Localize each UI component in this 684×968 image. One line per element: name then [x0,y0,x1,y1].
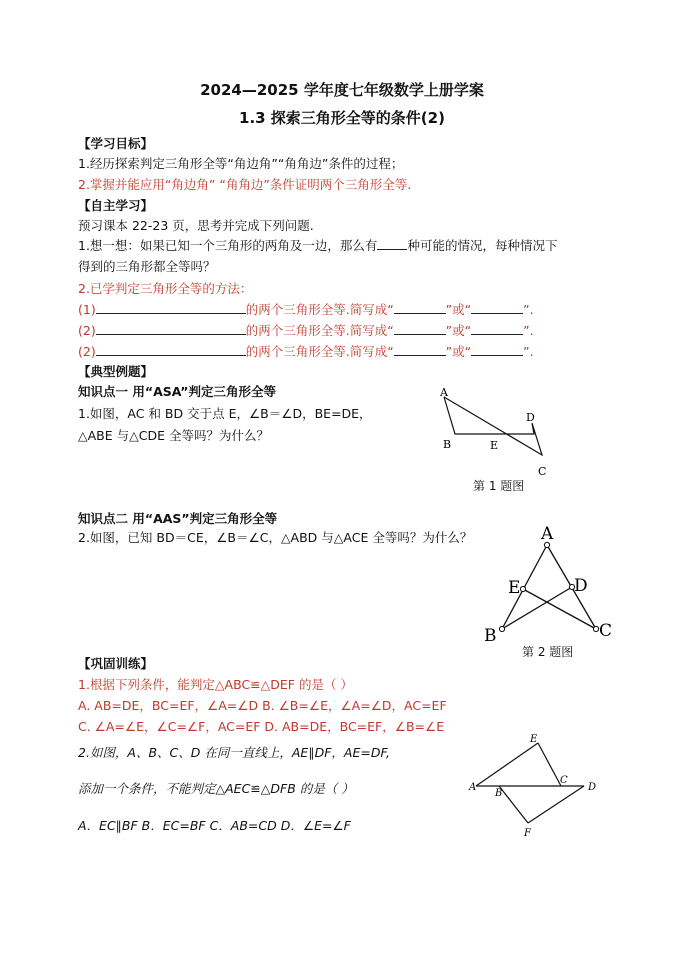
method-or: ”或“ [445,302,472,317]
method-abbrev-blank-2[interactable] [471,323,523,335]
question-2-text: 2.已学判定三角形全等的方法： [78,281,253,296]
method-condition-blank[interactable] [96,323,246,335]
goal-item-2: 2.掌握并能应用“角边角” “角角边”条件证明两个三角形全等. [78,177,412,192]
example-1-text-b: △ABE 与△CDE 全等吗？为什么？ [78,428,269,443]
method-row [78,344,534,360]
figure-3 [466,730,606,840]
example-2-text: 2.如图，已知 BD＝CE，∠B＝∠C，△ABD 与△ACE 全等吗？为什么？ [78,530,473,545]
figure-3-label-e: E [530,734,538,745]
question-1-continuation: 得到的三角形都全等吗？ [78,259,216,274]
practice-question-1: 1.根据下列条件，能判定△ABC≌△DEF 的是（ ） [78,677,353,692]
figure-3-label-a: A [469,782,477,793]
method-or: ”或“ [445,323,472,338]
figure-2-label-c: C [599,621,613,641]
method-row [78,323,534,339]
self-study-heading: 【自主学习】 [78,198,154,213]
method-end: ”. [523,323,534,338]
method-number: (1) [78,302,96,317]
figure-1-label-c: C [538,465,547,478]
method-text: 的两个三角形全等.简写成“ [245,323,394,338]
method-text: 的两个三角形全等.简写成“ [245,344,394,359]
method-or: ”或“ [445,344,472,359]
method-abbrev-blank-2[interactable] [471,344,523,356]
method-abbrev-blank-2[interactable] [471,302,523,314]
lesson-subtitle: 1.3 探索三角形全等的条件(2) [239,109,445,127]
question-1-line [78,238,557,254]
practice-question-2-options: A．EC∥BF B．EC=BF C．AB=CD D．∠E=∠F [78,818,351,833]
preview-instruction: 预习课本 22-23 页，思考并完成下列问题. [78,218,314,233]
figure-2-label-e: E [508,578,521,598]
figure-1-label-a: A [440,386,448,399]
method-row [78,302,534,318]
figure-3-label-d: D [588,782,597,793]
knowledge-point-1-title: 知识点一 用“ASA”判定三角形全等 [78,384,276,399]
method-abbrev-blank-1[interactable] [394,344,446,356]
figure-2 [480,521,620,645]
figure-1-label-d: D [526,411,535,424]
figure-1-caption: 第 1 题图 [473,479,525,493]
goal-item-1: 1.经历探索判定三角形全等“角边角”“角角边”条件的过程； [78,156,404,171]
figure-1-label-e: E [490,439,499,452]
practice-question-1-options-cd: C. ∠A=∠E，∠C=∠F，AC=EF D. AB=DE，BC=EF，∠B=∠E [78,719,445,734]
method-number: (2) [78,344,96,359]
page-title: 2024—2025 学年度七年级数学上册学案 [200,81,484,99]
figure-2-label-a: A [541,524,554,544]
figure-1-label-b: B [443,438,452,451]
method-condition-blank[interactable] [96,302,246,314]
figure-1 [432,383,562,493]
method-abbrev-blank-1[interactable] [394,302,446,314]
question-1-text-a: 1.想一想：如果已知一个三角形的两角及一边，那么有 [78,238,378,253]
practice-question-2-text-b: 添加一个条件，不能判定△AEC≌△DFB 的是（ ） [78,781,354,796]
question-1-blank[interactable] [377,238,407,250]
practice-question-2-text-a: 2.如图，A、B、C、D 在同一直线上，AE∥DF，AE=DF, [78,745,390,760]
question-1-text-b: 种可能的情况，每种情况下 [407,238,558,253]
figure-3-label-c: C [560,775,568,786]
figure-3-label-f: F [524,828,531,839]
figure-3-diagram [466,730,606,840]
figure-2-label-b: B [484,626,497,645]
examples-heading: 【典型例题】 [78,364,154,379]
method-text: 的两个三角形全等.简写成“ [245,302,394,317]
method-abbrev-blank-1[interactable] [394,323,446,335]
knowledge-point-2-title: 知识点二 用“AAS”判定三角形全等 [78,511,278,526]
practice-heading: 【巩固训练】 [78,656,154,671]
method-number: (2) [78,323,96,338]
figure-2-diagram [480,521,620,645]
figure-2-caption: 第 2 题图 [522,645,574,659]
goals-heading: 【学习目标】 [78,136,154,151]
method-end: ”. [523,344,534,359]
figure-2-label-d: D [574,576,588,596]
method-end: ”. [523,302,534,317]
method-condition-blank[interactable] [96,344,246,356]
figure-3-label-b: B [495,788,503,799]
practice-question-1-options-ab: A. AB=DE，BC=EF，∠A=∠D B. ∠B=∠E，∠A=∠D，AC=EF [78,698,447,713]
example-1-text-a: 1.如图，AC 和 BD 交于点 E，∠B＝∠D，BE=DE， [78,406,372,421]
figure-1-diagram [432,383,562,493]
